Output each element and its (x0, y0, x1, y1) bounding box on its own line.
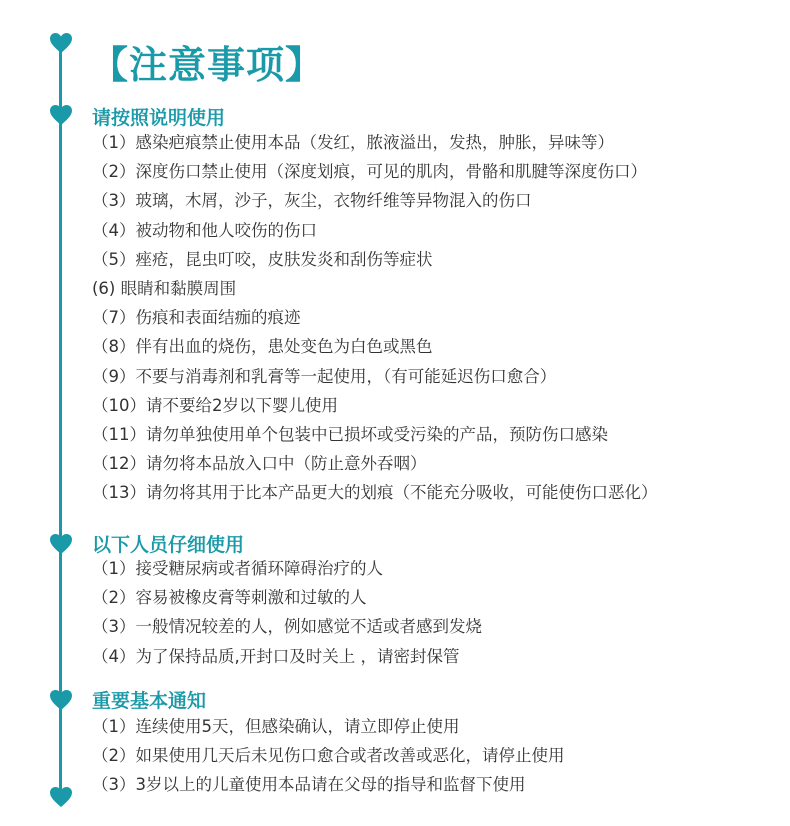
list-item: （2）容易被橡皮膏等刺激和过敏的人 (92, 588, 367, 608)
list-item: （13）请勿将其用于比本产品更大的划痕（不能充分吸收，可能使伤口恶化） (92, 483, 658, 503)
list-item: （4）被动物和他人咬伤的伤口 (92, 220, 317, 240)
heart-icon (49, 104, 73, 126)
section-heading-notice: 重要基本通知 (92, 690, 207, 712)
list-item: （5）痤疮，昆虫叮咬，皮肤发炎和刮伤等症状 (92, 249, 433, 269)
list-item: （1）接受糖尿病或者循环障碍治疗的人 (92, 559, 383, 578)
list-item: （3）3岁以上的儿童使用本品请在父母的指导和监督下使用 (92, 775, 526, 795)
usage-list (92, 128, 658, 507)
section-heading-usage: 请按照说明使用 (92, 107, 226, 129)
caution-list (92, 554, 482, 671)
heart-icon (49, 689, 73, 711)
list-item: （2）深度伤口禁止使用（深度划痕，可见的肌肉，骨骼和肌腱等深度伤口） (92, 162, 647, 182)
page-title: 【注意事项】 (90, 43, 325, 87)
list-item: （1）感染疤痕禁止使用本品（发红，脓液溢出，发热，肿胀，异味等） (92, 133, 614, 152)
list-item: （9）不要与消毒剂和乳膏等一起使用，（有可能延迟伤口愈合） (92, 366, 557, 386)
list-item: （3）一般情况较差的人，例如感觉不适或者感到发烧 (92, 617, 482, 637)
list-item: （11）请勿单独使用单个包装中已损坏或受污染的产品，预防伤口感染 (92, 424, 608, 444)
section-heading-caution: 以下人员仔细使用 (92, 534, 245, 556)
list-item: （8）伴有出血的烧伤，患处变色为白色或黑色 (92, 337, 433, 357)
heart-icon (49, 533, 73, 555)
heart-icon (49, 32, 73, 54)
notice-list (92, 712, 565, 800)
list-item: （3）玻璃，木屑，沙子，灰尘，衣物纤维等异物混入的伤口 (92, 191, 532, 211)
heart-icon (49, 786, 73, 808)
list-item: （7）伤痕和表面结痂的痕迹 (92, 308, 301, 328)
list-item: （10）请不要给2岁以下婴儿使用 (92, 395, 338, 415)
list-item: （12）请勿将本品放入口中（防止意外吞咽） (92, 454, 427, 474)
list-item: （4）为了保持品质,开封口及时关上 ，请密封保管 (92, 646, 460, 666)
timeline-line (59, 42, 62, 802)
list-item: （1）连续使用5天，但感染确认，请立即停止使用 (92, 717, 460, 736)
list-item: （2）如果使用几天后未见伤口愈合或者改善或恶化，请停止使用 (92, 746, 565, 766)
list-item: (6) 眼睛和黏膜周围 (92, 278, 237, 298)
